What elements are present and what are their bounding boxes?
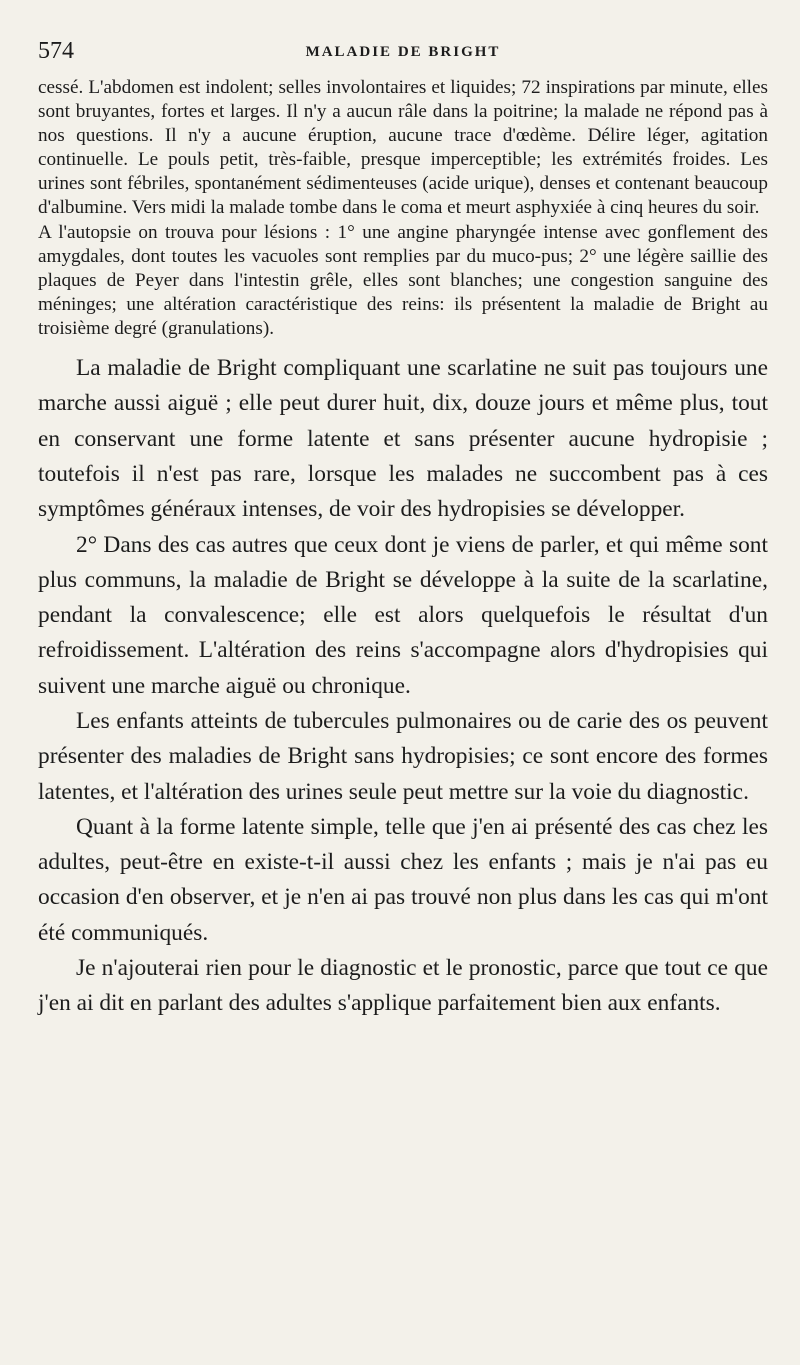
body-paragraph: 2° Dans des cas autres que ceux dont je viens de parler, et qui même sont plus communs, la maladie de Bright se développe à la suite de la scarlatine, pendant la convalescence; elle est alors quelquefois le résultat d'un refroidissement. L'altération des reins s'accompagne alors d'hydropisies qui suivent une marche aiguë ou chronique.: [38, 531, 768, 699]
body-paragraph: La maladie de Bright compliquant une scarlatine ne suit pas toujours une marche aussi aiguë ; elle peut durer huit, dix, douze jours et même plus, tout en conservant une forme latente et sans présenter aucune hydropisie ; toutefois il n'est pas rare, lorsque les malades ne succombent pas à ces symptômes généraux intenses, de voir des hydropisies se développer.: [38, 355, 768, 523]
main-text-block: [38, 351, 768, 1022]
running-title: MALADIE DE BRIGHT: [305, 44, 501, 60]
body-paragraph: Quant à la forme latente simple, telle que j'en ai présenté des cas chez les adultes, peut-être en existe-t-il aussi chez les enfants ; mais je n'ai pas eu occasion d'en observer, et je n'en ai pas trouvé non plus dans les cas qui m'ont été communiqués.: [38, 813, 768, 946]
body-paragraph: Je n'ajouterai rien pour le diagnostic et le pronostic, parce que tout ce que j'en ai dit en parlant des adultes s'applique parfaitement bien aux enfants.: [38, 955, 768, 1017]
case-report-paragraph: cessé. L'abdomen est indolent; selles involontaires et liquides; 72 inspirations par minute, elles sont bruyantes, fortes et larges. Il n'y a aucun râle dans la poitrine; la malade ne répond pas à nos questions. Il n'y a aucune éruption, aucune trace d'œdème. Délire léger, agitation continuelle. Le pouls petit, très-faible, presque imperceptible; les extrémités froides. Les urines sont fébriles, spontanément sédimenteuses (acide urique), denses et contenant beaucoup d'albumine. Vers midi la malade tombe dans le coma et meurt asphyxiée à cinq heures du soir.: [38, 77, 768, 219]
body-paragraph: Les enfants atteints de tubercules pulmonaires ou de carie des os peuvent présenter des maladies de Bright sans hydropisies; ce sont encore des formes latentes, et l'altération des urines seule peut mettre sur la voie du diagnostic.: [38, 708, 768, 805]
page-number: 574: [38, 38, 74, 64]
autopsy-paragraph: A l'autopsie on trouva pour lésions : 1° une angine pharyngée intense avec gonflement des amygdales, dont toutes les vacuoles sont remplies par du muco-pus; 2° une légère saillie des plaques de Peyer dans l'intestin grêle, elles sont blanches; une congestion sanguine des méninges; une altération caractéristique des reins: ils présentent la maladie de Bright au troisième degré (granulations).: [38, 221, 768, 339]
case-report-block: [38, 76, 768, 341]
document-page: [38, 36, 768, 1346]
page-header: [38, 36, 768, 76]
